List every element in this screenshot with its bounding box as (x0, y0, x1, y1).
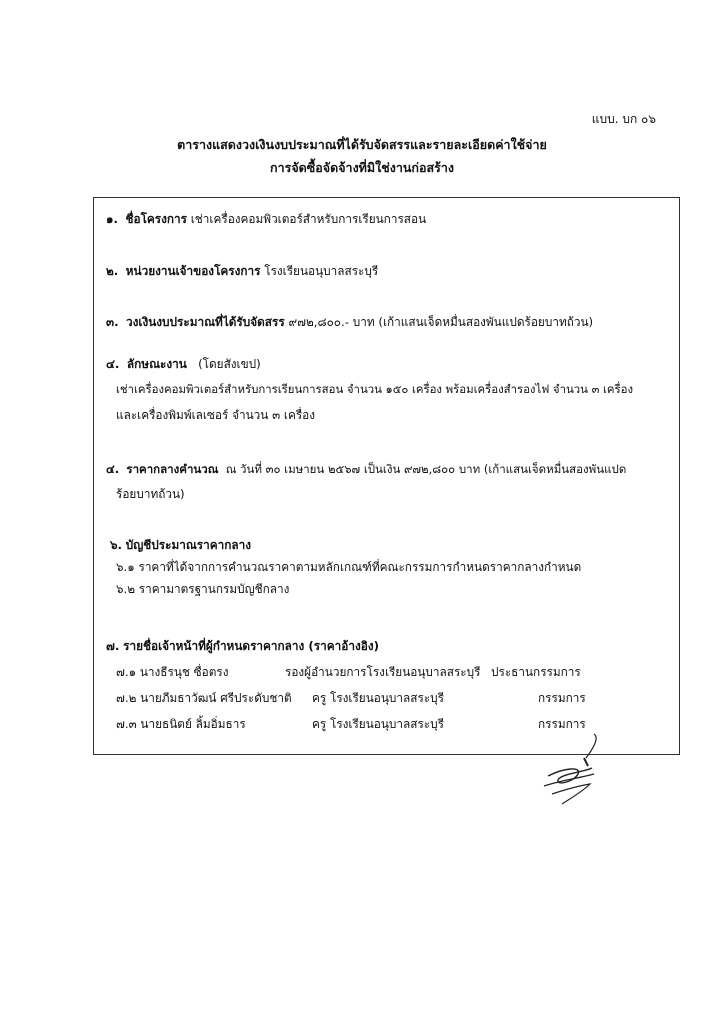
item-number: ๑. (106, 212, 118, 226)
official-name: ๗.๓ นายธนิตย์ ลิ้มอิ่มธาร (116, 717, 246, 731)
signature-image (534, 728, 606, 810)
item-officials (106, 637, 379, 656)
item-number: ๓. (106, 315, 119, 329)
item-number: ๗. (106, 639, 120, 653)
official-position: ครู โรงเรียนอนุบาลสระบุรี (312, 691, 444, 705)
document-title: ตารางแสดงวงเงินงบประมาณที่ได้รับจัดสรรและรายละเอียดค่าใช้จ่าย (177, 137, 547, 152)
nature-line-1: เช่าเครื่องคอมพิวเตอร์สำหรับการเรียนการสอน จำนวน ๑๕๐ เครื่อง พร้อมเครื่องสำรองไฟ จำนวน ๓ เครื่อง (116, 382, 634, 396)
item-agency (106, 262, 378, 281)
item-label: หน่วยงานเจ้าของโครงการ (125, 264, 261, 278)
item-number: ๖. (110, 538, 122, 552)
item-label: วงเงินงบประมาณที่ได้รับจัดสรร (126, 315, 285, 329)
item-label: ลักษณะงาน (126, 357, 187, 371)
item-label: ชื่อโครงการ (125, 212, 188, 226)
item-number: ๔. (106, 357, 120, 371)
price-account-sub-1: ๖.๑ ราคาที่ได้จากการคำนวณราคาตามหลักเกณฑ์ที่คณะกรรมการกำหนดราคากลางกำหนด (116, 560, 582, 574)
item-value: ๙๗๒,๘๐๐.- บาท (เก้าแสนเจ็ดหมื่นสองพันแปดร้อยบาทถ้วน) (288, 315, 594, 329)
official-role: ประธานกรรมการ (491, 665, 581, 679)
official-position: ครู โรงเรียนอนุบาลสระบุรี (312, 717, 444, 731)
official-name: ๗.๑ นางธีรนุช ซื่อตรง (116, 665, 229, 679)
official-role: กรรมการ (538, 717, 586, 731)
form-code: แบบ. บก ๐๖ (591, 112, 656, 126)
official-position: รองผู้อำนวยการโรงเรียนอนุบาลสระบุรี (285, 665, 481, 679)
median-price-line-2: ร้อยบาทถ้วน) (116, 487, 185, 501)
item-note: (โดยสังเขป) (198, 357, 261, 371)
document-subtitle: การจัดซื้อจัดจ้างที่มิใช่งานก่อสร้าง (270, 160, 454, 175)
item-label: รายชื่อเจ้าหน้าที่ผู้กำหนดราคากลาง (ราคาอ้างอิง) (123, 639, 379, 653)
price-account-sub-2: ๖.๒ ราคามาตรฐานกรมบัญชีกลาง (116, 582, 290, 596)
item-value: โรงเรียนอนุบาลสระบุรี (264, 264, 379, 278)
item-nature (106, 355, 261, 374)
item-label: บัญชีประมาณราคากลาง (125, 538, 252, 552)
official-name: ๗.๒ นายภีมธาวัฒน์ ศรีประดับชาติ (116, 691, 292, 705)
item-number: ๒. (106, 264, 119, 278)
item-value: ณ วันที่ ๓๐ เมษายน ๒๕๖๗ เป็นเงิน ๙๗๒,๘๐๐ บาท (เก้าแสนเจ็ดหมื่นสองพันแปด (225, 462, 627, 476)
item-price-account (110, 536, 251, 555)
item-label: ราคากลางคำนวณ (126, 462, 219, 476)
nature-line-2: และเครื่องพิมพ์เลเซอร์ จำนวน ๓ เครื่อง (116, 408, 316, 422)
item-median-price (106, 461, 626, 479)
item-value: เช่าเครื่องคอมพิวเตอร์สำหรับการเรียนการสอน (190, 212, 427, 226)
item-budget (106, 313, 593, 332)
official-role: กรรมการ (538, 691, 586, 705)
item-number: ๔. (106, 462, 120, 476)
item-project (106, 210, 426, 229)
